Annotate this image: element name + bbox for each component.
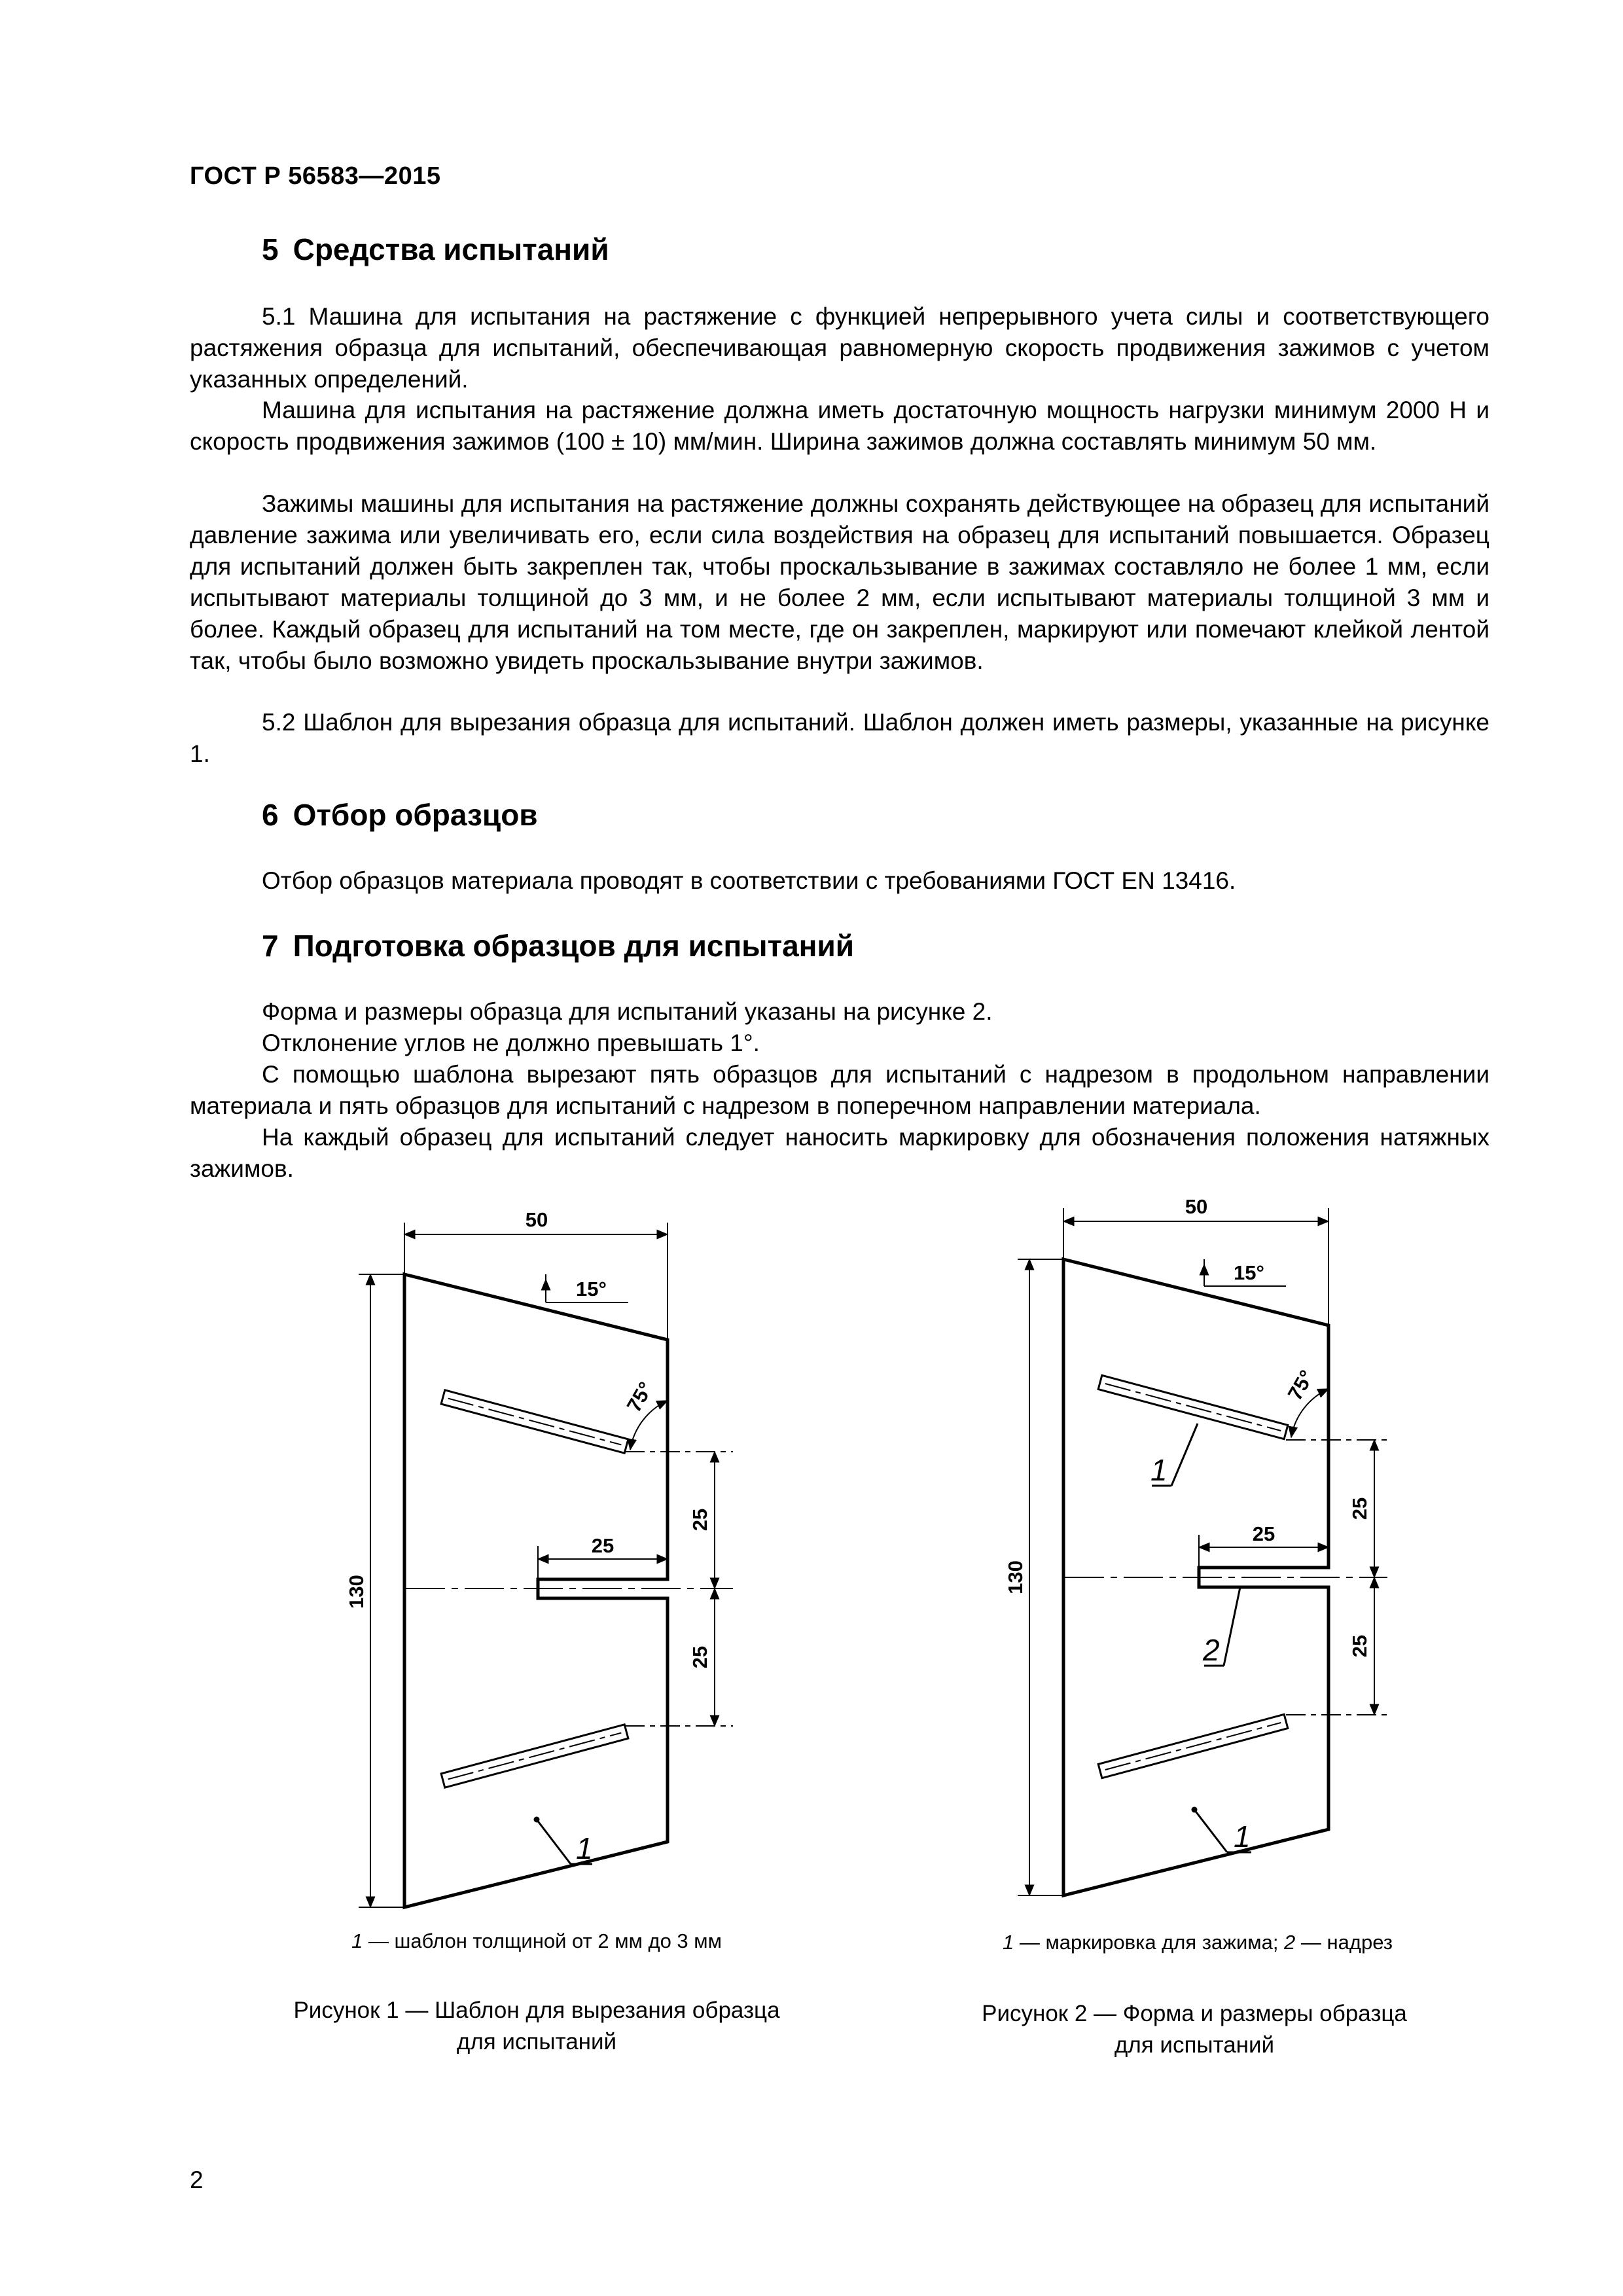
- figure-2-specimen: [1018, 1208, 1387, 1895]
- callout-1-lower: 1: [1234, 1820, 1251, 1854]
- paragraph: 5.2 Шаблон для вырезания образца для испытаний. Шаблон должен иметь размеры, указанные на рисунке 1.: [190, 709, 1489, 767]
- callout-2: 2: [1203, 1633, 1220, 1667]
- dim-lower-label: 25: [1348, 1634, 1371, 1658]
- figure-1-template: [359, 1223, 733, 1907]
- paragraph: Зажимы машины для испытания на растяжение должны сохранять действующее на образец для испытаний давление зажима или увеличивать его, если сила воздействия на образец для испытаний повышается. Образец для испытаний должен быть закреплен так, чтобы проскальзывание в зажимах составляло не более 1 мм, если испытывают материалы толщиной до 3 мм, и не более 2 мм, если испытывают материалы толщиной 3 мм и более. Каждый образец для испытаний на том месте, где он закреплен, маркируют или помечают клейкой лентой так, чтобы было возможно увидеть проскальзывание внутри зажимов.: [190, 490, 1489, 674]
- marking-strip-lower: [441, 1725, 628, 1787]
- paragraph: Форма и размеры образца для испытаний указаны на рисунке 2.: [262, 998, 993, 1025]
- marking-strip-lower: [1098, 1714, 1288, 1778]
- document-code: ГОСТ Р 56583—2015: [190, 162, 441, 190]
- dim-lower-label: 25: [688, 1645, 711, 1669]
- figure-2-legend: [962, 1931, 1433, 1954]
- caption-line: для испытаний: [456, 2029, 617, 2054]
- section-number: 6: [262, 798, 279, 832]
- dim-slot-label: 25: [591, 1534, 615, 1557]
- paragraph: Отклонение углов не должно превышать 1°.: [262, 1030, 760, 1056]
- dim-height-label: 130: [345, 1575, 368, 1609]
- section-number: 7: [262, 929, 279, 963]
- legend-text: — надрез: [1295, 1931, 1393, 1954]
- legend-text: — шаблон толщиной от 2 мм до 3 мм: [363, 1929, 722, 1952]
- dim-angle-top-label: 15°: [576, 1278, 607, 1300]
- dim-angle-slot-label: 75°: [622, 1378, 658, 1416]
- caption-line: Рисунок 2 — Форма и размеры образца: [982, 2001, 1407, 2026]
- dim-upper-label: 25: [688, 1508, 711, 1532]
- paragraph: 5.1 Машина для испытания на растяжение с функцией непрерывного учета силы и соответствующего растяжения образца для испытаний, обеспечивающая равномерную скорость продвижения зажимов с учетом указанных определений.: [190, 303, 1489, 393]
- dim-width-label: 50: [1185, 1195, 1208, 1218]
- section-title: Подготовка образцов для испытаний: [293, 929, 855, 963]
- dim-angle-top-label: 15°: [1234, 1261, 1264, 1284]
- figure-1-caption: [259, 1995, 815, 2058]
- paragraph: На каждый образец для испытаний следует наносить маркировку для обозначения положения натяжных зажимов.: [190, 1124, 1489, 1182]
- section-number: 5: [262, 232, 279, 266]
- caption-line: Рисунок 1 — Шаблон для вырезания образца: [293, 1998, 780, 2023]
- paragraph: С помощью шаблона вырезают пять образцов для испытаний с надрезом в продольном направлении материала и пять образцов для испытаний с надрезом в поперечном направлении материала.: [190, 1061, 1489, 1119]
- paragraph: Машина для испытания на растяжение должна иметь достаточную мощность нагрузки минимум 2000 Н и скорость продвижения зажимов (100 ± 10) мм/мин. Ширина зажимов должна составлять минимум 50 мм.: [190, 397, 1489, 455]
- page-number: 2: [190, 2166, 204, 2193]
- paragraph: Отбор образцов материала проводят в соответствии с требованиями ГОСТ EN 13416.: [262, 867, 1236, 894]
- marking-strip-upper: [1098, 1375, 1288, 1439]
- template-outline: [404, 1274, 668, 1907]
- legend-text: — маркировка для зажима;: [1014, 1931, 1285, 1954]
- legend-number: 1: [351, 1929, 363, 1952]
- marking-strip-upper: [441, 1390, 628, 1453]
- callout-1: 1: [1150, 1453, 1168, 1487]
- legend-number: 2: [1284, 1931, 1296, 1954]
- dim-width-label: 50: [525, 1208, 548, 1231]
- section-title: Средства испытаний: [293, 232, 609, 266]
- figure-1-legend: [327, 1929, 746, 1953]
- dim-upper-label: 25: [1348, 1497, 1371, 1520]
- figure-2-caption: [916, 1998, 1472, 2061]
- dim-slot-label: 25: [1252, 1522, 1275, 1545]
- section-title: Отбор образцов: [293, 798, 538, 832]
- legend-number: 1: [1002, 1931, 1014, 1954]
- dim-angle-slot-label: 75°: [1283, 1366, 1319, 1405]
- dim-height-label: 130: [1004, 1560, 1027, 1594]
- callout-1: 1: [576, 1831, 593, 1865]
- caption-line: для испытаний: [1114, 2032, 1275, 2058]
